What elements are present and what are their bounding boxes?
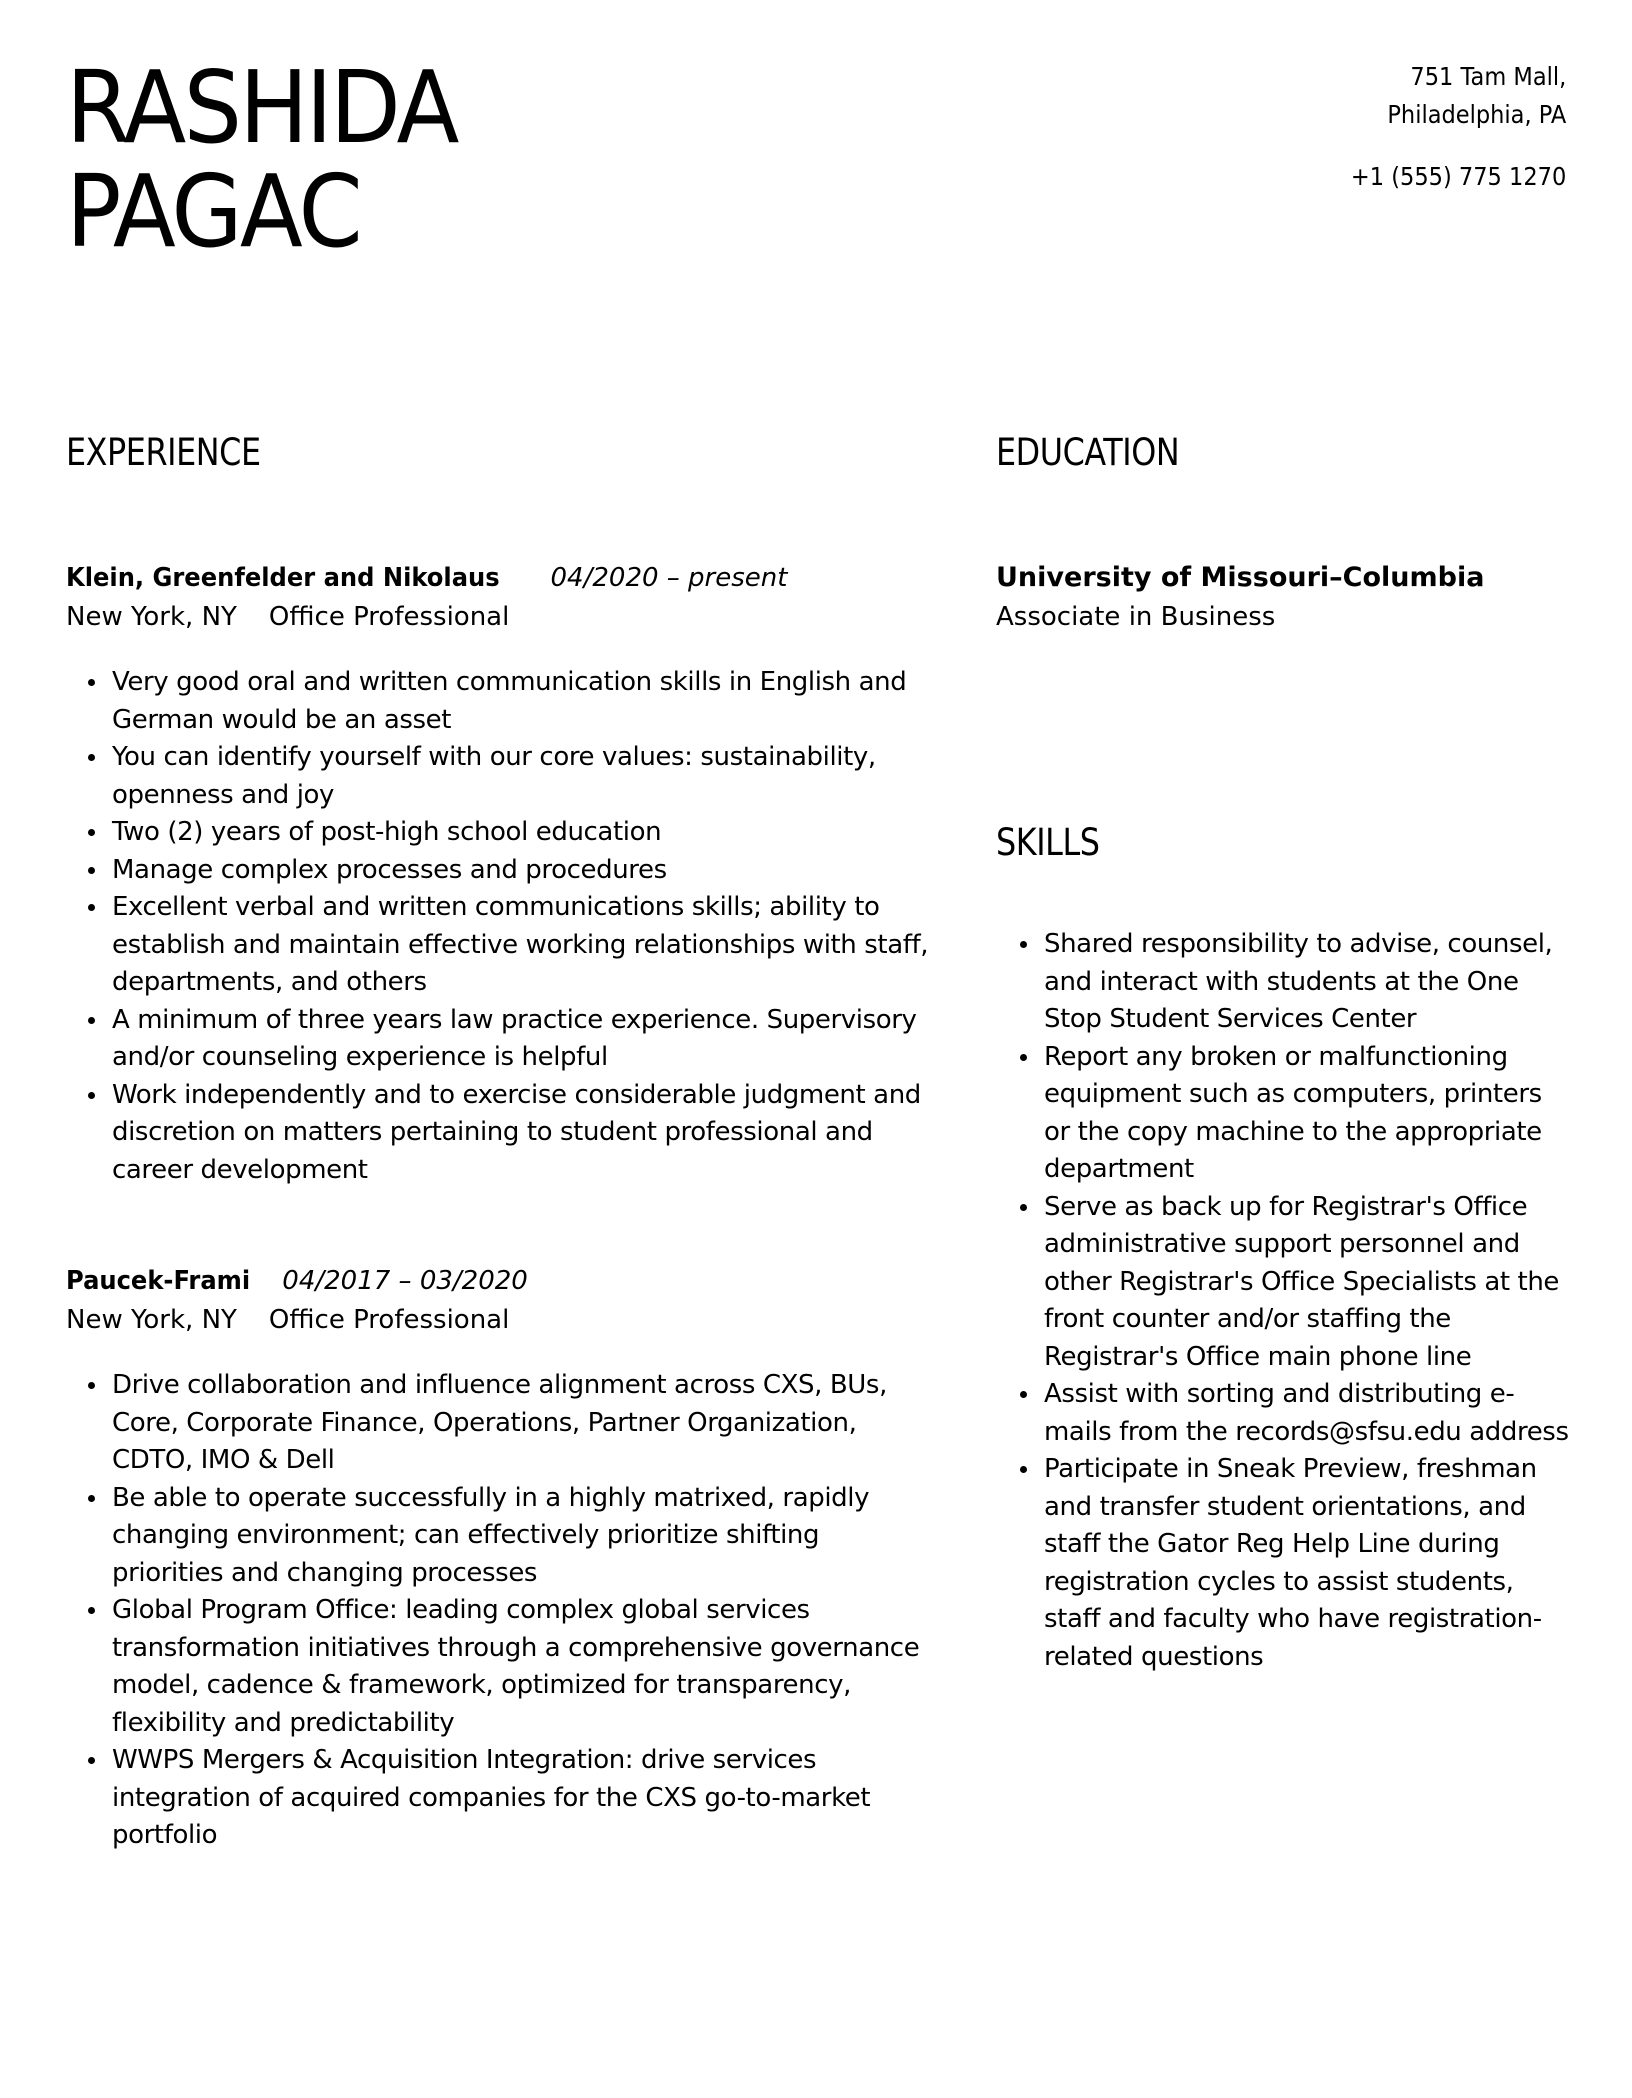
bullet-item: WWPS Mergers & Acquisition Integration: drive services integration of acquired companies for the CXS go-to-market portfolio <box>112 1742 932 1855</box>
skill-item: Report any broken or malfunctioning equipment such as computers, printers or the copy machine to the appropriate department <box>1044 1039 1574 1189</box>
bullet-item: A minimum of three years law practice experience. Supervisory and/or counseling experience is helpful <box>112 1002 932 1077</box>
address-line-2: Philadelphia, PA <box>1387 100 1566 129</box>
bullet-item: Drive collaboration and influence alignment across CXS, BUs, Core, Corporate Finance, Operations, Partner Organization, CDTO, IMO & Dell <box>112 1367 932 1480</box>
job-location: New York, NY <box>66 602 237 632</box>
job-bullets <box>66 1367 946 1855</box>
job-role: Office Professional <box>268 602 510 632</box>
skill-item: Assist with sorting and distributing e-mails from the records@sfsu.edu address <box>1044 1376 1574 1451</box>
bullet-item: Two (2) years of post-high school education <box>112 814 932 852</box>
bullet-item: Global Program Office: leading complex global services transformation initiatives through a comprehensive governance model, cadence & framework, optimized for transparency, flexibility and predictability <box>112 1592 932 1742</box>
bullet-item: Manage complex processes and procedures <box>112 852 932 890</box>
address-line-1: 751 Tam Mall, <box>1410 62 1566 91</box>
contact-info <box>1351 58 1566 196</box>
school-name: University of Missouri–Columbia <box>996 562 1485 593</box>
sidebar-column <box>996 428 1576 1676</box>
job-meta <box>66 596 946 638</box>
skills-list <box>996 926 1576 1676</box>
bullet-item: Very good oral and written communication skills in English and German would be an asset <box>112 664 932 739</box>
job-dates: 04/2017 – 03/2020 <box>282 1266 528 1296</box>
job-entry <box>66 560 946 1189</box>
education-heading: EDUCATION <box>996 431 1180 474</box>
phone-number: +1 (555) 775 1270 <box>1350 162 1566 191</box>
bullet-item: You can identify yourself with our core values: sustainability, openness and joy <box>112 739 932 814</box>
bullet-item: Be able to operate successfully in a highly matrixed, rapidly changing environment; can effectively prioritize shifting priorities and changing processes <box>112 1480 932 1593</box>
job-header <box>66 1263 946 1299</box>
bullet-item: Excellent verbal and written communications skills; ability to establish and maintain effective working relationships with staff, departments, and others <box>112 889 932 1002</box>
company-name: Klein, Greenfelder and Nikolaus <box>66 563 500 593</box>
degree: Associate in Business <box>996 602 1276 632</box>
job-meta <box>66 1299 946 1341</box>
job-entry <box>66 1263 946 1855</box>
job-role: Office Professional <box>268 1305 510 1335</box>
job-location: New York, NY <box>66 1305 237 1335</box>
skill-item: Serve as back up for Registrar's Office administrative support personnel and other Registrar's Office Specialists at the front counter and/or staffing the Registrar's Office main phone line <box>1044 1189 1574 1377</box>
skills-heading: SKILLS <box>996 821 1100 864</box>
last-name: PAGAC <box>66 153 360 270</box>
candidate-name <box>66 49 457 270</box>
skill-item: Participate in Sneak Preview, freshman and transfer student orientations, and staff the Gator Reg Help Line during registration cycles to assist students, staff and faculty who have registration-related questions <box>1044 1451 1574 1676</box>
company-name: Paucek-Frami <box>66 1266 251 1296</box>
experience-column <box>66 428 946 1855</box>
experience-heading: EXPERIENCE <box>66 431 261 474</box>
job-bullets <box>66 664 946 1189</box>
skill-item: Shared responsibility to advise, counsel, and interact with students at the One Stop Student Services Center <box>1044 926 1574 1039</box>
job-header <box>66 560 946 596</box>
bullet-item: Work independently and to exercise considerable judgment and discretion on matters pertaining to student professional and career development <box>112 1077 932 1190</box>
first-name: RASHIDA <box>66 49 457 166</box>
job-dates: 04/2020 – present <box>550 563 788 593</box>
